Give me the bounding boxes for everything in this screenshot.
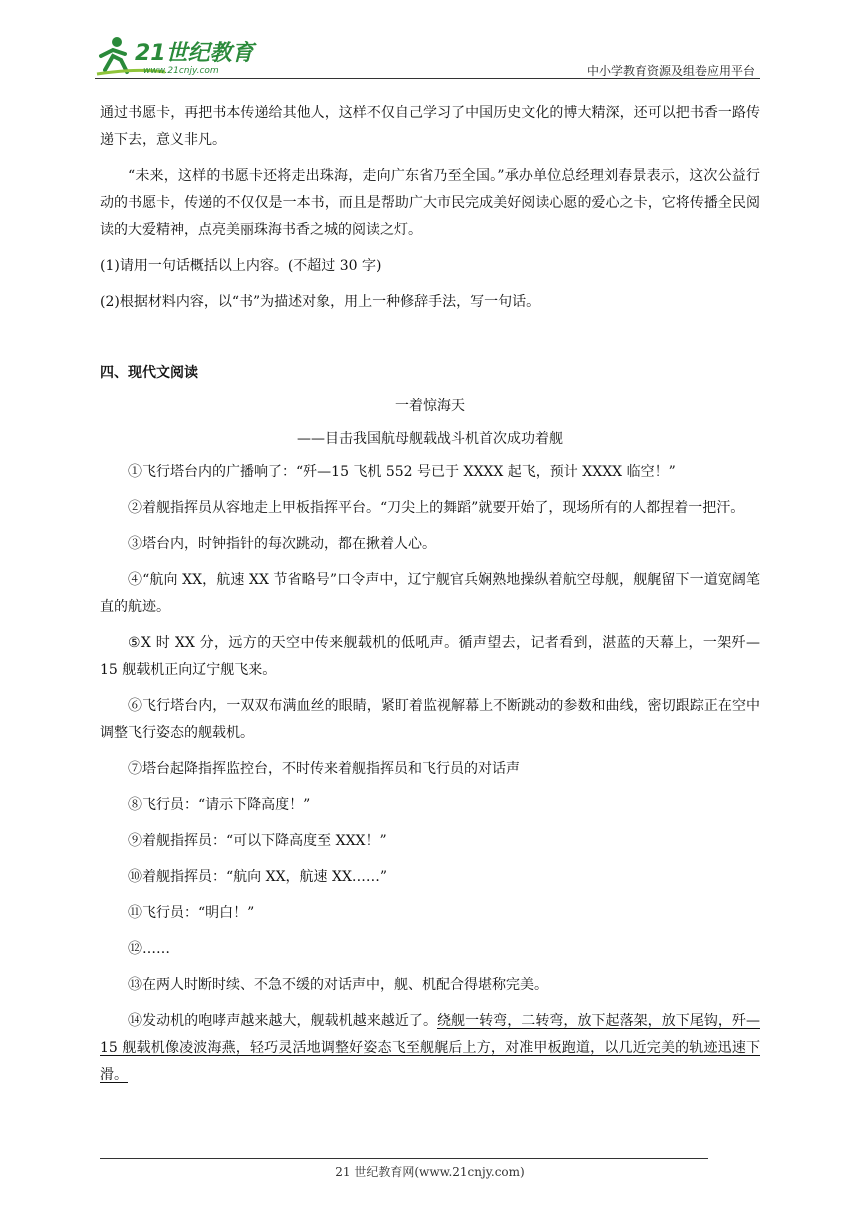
- article-paragraph-14-plain: ⑭发动机的咆哮声越来越大，舰载机越来越近了。: [128, 1013, 437, 1029]
- article-subtitle: ——目击我国航母舰载战斗机首次成功着舰: [297, 431, 563, 447]
- article-paragraph-13: ⑬在两人时断时续、不急不缓的对话声中，舰、机配合得堪称完美。: [128, 977, 548, 993]
- header-divider: [95, 78, 760, 79]
- article-paragraph-10: ⑩着舰指挥员：“航向 XX，航速 XX……”: [128, 869, 388, 885]
- article-paragraph-11: ⑪飞行员：“明白！”: [128, 905, 255, 921]
- article-paragraph-8: ⑧飞行员：“请示下降高度！”: [128, 797, 311, 813]
- paragraph-2: “未来，这样的书愿卡还将走出珠海，走向广东省乃至全国。”承办单位总经理刘春景表示，这次公益行动的书愿卡，传递的不仅仅是一本书，而且是帮助广大市民完成美好阅读心愿的爱心之卡，它将传播全民阅读的大爱精神，点亮美丽珠海书香之城的阅读之灯。: [100, 168, 760, 238]
- paragraph-1: 通过书愿卡，再把书本传递给其他人，这样不仅自己学习了中国历史文化的博大精深，还可以把书香一路传递下去，意义非凡。: [100, 105, 760, 148]
- section-title: 四、现代文阅读: [100, 365, 198, 381]
- article-paragraph-6: ⑥飞行塔台内，一双双布满血丝的眼睛，紧盯着监视解幕上不断跳动的参数和曲线，密切跟踪正在空中调整飞行姿态的舰载机。: [100, 698, 760, 741]
- article-paragraph-7: ⑦塔台起降指挥监控台，不时传来着舰指挥员和飞行员的对话声: [128, 761, 520, 777]
- article-paragraph-2: ②着舰指挥员从容地走上甲板指挥平台。“刀尖上的舞蹈”就要开始了，现场所有的人都捏着一把汗。: [128, 500, 745, 516]
- page-footer: 21 世纪教育网(www.21cnjy.com): [335, 1165, 525, 1179]
- svg-text:21世纪教育: 21世纪教育: [135, 41, 254, 66]
- article-paragraph-12: ⑫……: [128, 941, 170, 957]
- document-body: [100, 100, 760, 1098]
- article-paragraph-4: ④“航向 XX，航速 XX 节省略号”口令声中，辽宁舰官兵娴熟地操纵着航空母舰，舰艉留下一道宽阔笔直的航迹。: [100, 572, 760, 615]
- article-paragraph-14: [100, 1008, 760, 1089]
- footer-divider: [100, 1158, 708, 1159]
- article-paragraph-5: ⑤X 时 XX 分，远方的天空中传来舰载机的低吼声。循声望去，记者看到，湛蓝的天幕上，一架歼—15 舰载机正向辽宁舰飞来。: [100, 635, 760, 678]
- page-header: [95, 30, 760, 80]
- logo-21cnjy: [95, 34, 265, 76]
- article-paragraph-1: ①飞行塔台内的广播响了：“歼—15 飞机 552 号已于 XXXX 起飞，预计 XXXX 临空！”: [128, 464, 676, 480]
- article-paragraph-14-underlined: 绕舰一转弯，二转弯，放下起落架，放下尾钩，歼—15 舰载机像凌波海燕，轻巧灵活地调整好姿态飞至舰艉后上方，对准甲板跑道，以几近完美的轨迹迅速下滑。: [100, 1013, 760, 1083]
- platform-name: 中小学教育资源及组卷应用平台: [586, 64, 755, 78]
- article-title: 一着惊海天: [395, 398, 465, 414]
- question-1: (1)请用一句话概括以上内容。(不超过 30 字): [100, 258, 382, 274]
- article-paragraph-3: ③塔台内，时钟指针的每次跳动，都在揪着人心。: [128, 536, 436, 552]
- svg-text:www.21cnjy.com: www.21cnjy.com: [143, 66, 219, 76]
- article-paragraph-9: ⑨着舰指挥员：“可以下降高度至 XXX！”: [128, 833, 387, 849]
- question-2: (2)根据材料内容，以“书”为描述对象，用上一种修辞手法，写一句话。: [100, 294, 541, 310]
